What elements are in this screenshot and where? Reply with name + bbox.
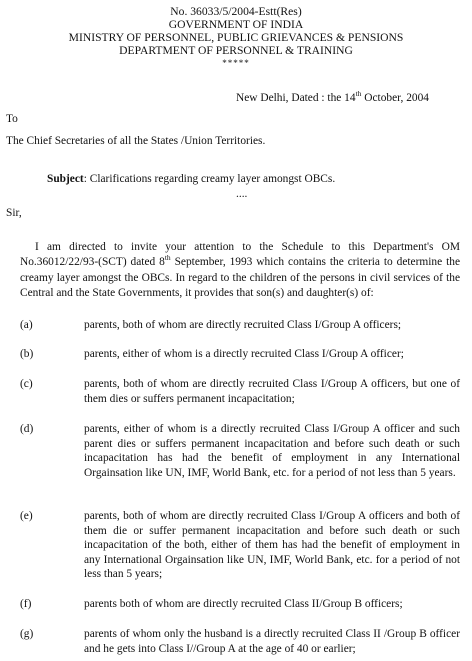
item-g-text: parents of whom only the husband is a directly recruited Class II /Group B officer and he gets into Class I//Group A at the age of 40 or earlier;: [84, 628, 460, 655]
item-d-text: parents, either of whom is a directly recruited Class I/Group A officer and such parent dies or suffers permanent incapacitation and before such death or such incapacitation has had the benefit of employment in any International Orgainsation like UN, IMF, World Bank, etc. for a period of not less than 5 years.: [84, 423, 460, 479]
item-e-text: parents, both of whom are directly recruited Class I/Group A officers and both of them die or suffer permanent incapacitation and before such death or such incapacitation of the both, either of them has had the benefit of employment in any International Orgainsation like UN, IMF, World Bank, etc. for a period of not less than 5 years;: [84, 510, 460, 581]
to-label: To: [6, 113, 18, 125]
subject-label: Subject: [47, 173, 84, 185]
item-b-label: (b): [20, 348, 34, 360]
government-heading: GOVERNMENT OF INDIA: [168, 18, 304, 31]
item-f-label: (f): [20, 598, 32, 610]
item-b-text: parents, either of whom is a directly recruited Class I/Group A officer;: [84, 348, 404, 360]
item-d-label: (d): [20, 423, 34, 435]
reference-number: No. 36033/5/2004-Estt(Res): [170, 5, 302, 18]
ministry-heading: MINISTRY OF PERSONNEL, PUBLIC GRIEVANCES & PENSIONS: [68, 31, 404, 44]
dateline-prefix: New Delhi, Dated : the 14: [236, 92, 356, 104]
body-part1: I am directed to invite your attention to the Schedule to this Department's OM No.36012/22/93-(SCT) dated 8: [20, 241, 460, 269]
item-a-text: parents, both of whom are directly recruited Class I/Group A officers;: [84, 319, 402, 331]
separator-dots: ....: [236, 188, 248, 200]
item-e-label: (e): [20, 510, 33, 522]
item-c-text: parents, both of whom are directly recruited Class I/Group A officers, but one of them dies or suffers permanent incapacitation;: [84, 378, 460, 405]
subject-line: [47, 172, 335, 187]
body-sup: th: [164, 253, 171, 263]
salutation: Sir,: [6, 207, 22, 219]
dateline: [236, 91, 429, 106]
item-c-label: (c): [20, 378, 33, 390]
body-paragraph: [20, 240, 460, 302]
item-a-label: (a): [20, 319, 33, 331]
recipient: The Chief Secretaries of all the States /Union Territories.: [6, 135, 266, 147]
subject-text: : Clarifications regarding creamy layer amongst OBCs.: [83, 173, 336, 185]
body-part2: September, 1993 which contains the criteria to determine the creamy layer amongst the OBCs. In regard to the children of the persons in civil services of the Central and the State Governments, it provides that son(s) and daughter(s) of:: [20, 256, 460, 300]
dateline-rest: October, 2004: [361, 92, 429, 104]
dateline-sup: th: [355, 89, 362, 99]
item-f-text: parents both of whom are directly recruited Class II/Group B officers;: [84, 598, 403, 610]
item-g-label: (g): [20, 628, 34, 640]
department-heading: DEPARTMENT OF PERSONNEL & TRAINING: [119, 44, 353, 57]
header-stars: *****: [222, 58, 250, 68]
